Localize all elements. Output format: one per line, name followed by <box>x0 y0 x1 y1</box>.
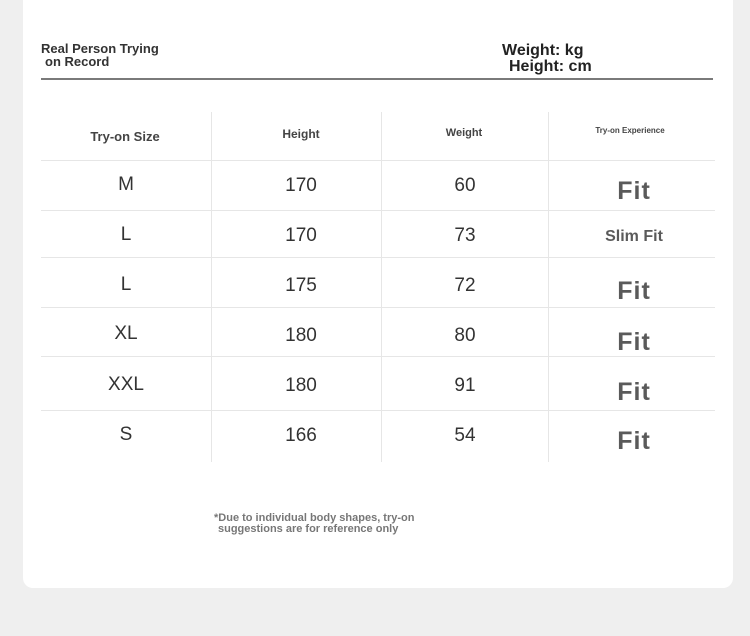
cell-experience: Slim Fit <box>605 228 663 245</box>
row-divider <box>41 356 715 357</box>
cell-height: 180 <box>285 325 317 346</box>
cell-experience: Fit <box>617 277 651 305</box>
row-divider <box>41 210 715 211</box>
column-header-size: Try-on Size <box>90 129 160 144</box>
cell-size: L <box>120 274 132 295</box>
title-line-2: on Record <box>45 54 110 69</box>
cell-weight: 72 <box>454 275 476 296</box>
unit-weight: Weight: kg <box>502 42 584 59</box>
disclaimer-note <box>214 513 414 535</box>
note-line-1: *Due to individual body shapes, try-on <box>214 512 415 524</box>
cell-size: L <box>120 224 132 245</box>
row-divider <box>41 257 715 258</box>
unit-height: Height: cm <box>509 58 592 75</box>
header-divider <box>41 78 713 80</box>
note-line-2: suggestions are for reference only <box>218 523 399 535</box>
cell-experience: Fit <box>617 378 651 406</box>
cell-size: XL <box>114 323 138 344</box>
title-line-1: Real Person Trying <box>41 41 159 56</box>
cell-height: 170 <box>285 175 317 196</box>
units-legend <box>502 43 592 75</box>
cell-weight: 80 <box>454 325 476 346</box>
cell-height: 170 <box>285 225 317 246</box>
column-header-weight: Weight <box>445 127 483 139</box>
column-header-height: Height <box>282 127 320 141</box>
cell-weight: 73 <box>454 225 476 246</box>
cell-experience: Fit <box>617 177 651 205</box>
cell-height: 180 <box>285 375 317 396</box>
cell-size: M <box>118 174 134 195</box>
row-divider <box>41 307 715 308</box>
cell-weight: 54 <box>454 425 476 446</box>
cell-weight: 91 <box>454 375 476 396</box>
row-divider <box>41 160 715 161</box>
cell-experience: Fit <box>617 328 651 356</box>
cell-size: XXL <box>108 374 144 395</box>
cell-size: S <box>119 424 133 445</box>
cell-height: 166 <box>285 425 317 446</box>
cell-height: 175 <box>285 275 317 296</box>
cell-experience: Fit <box>617 427 651 455</box>
cell-weight: 60 <box>454 175 476 196</box>
row-divider <box>41 410 715 411</box>
page-title <box>41 42 159 68</box>
column-header-experience: Try-on Experience <box>595 126 665 135</box>
